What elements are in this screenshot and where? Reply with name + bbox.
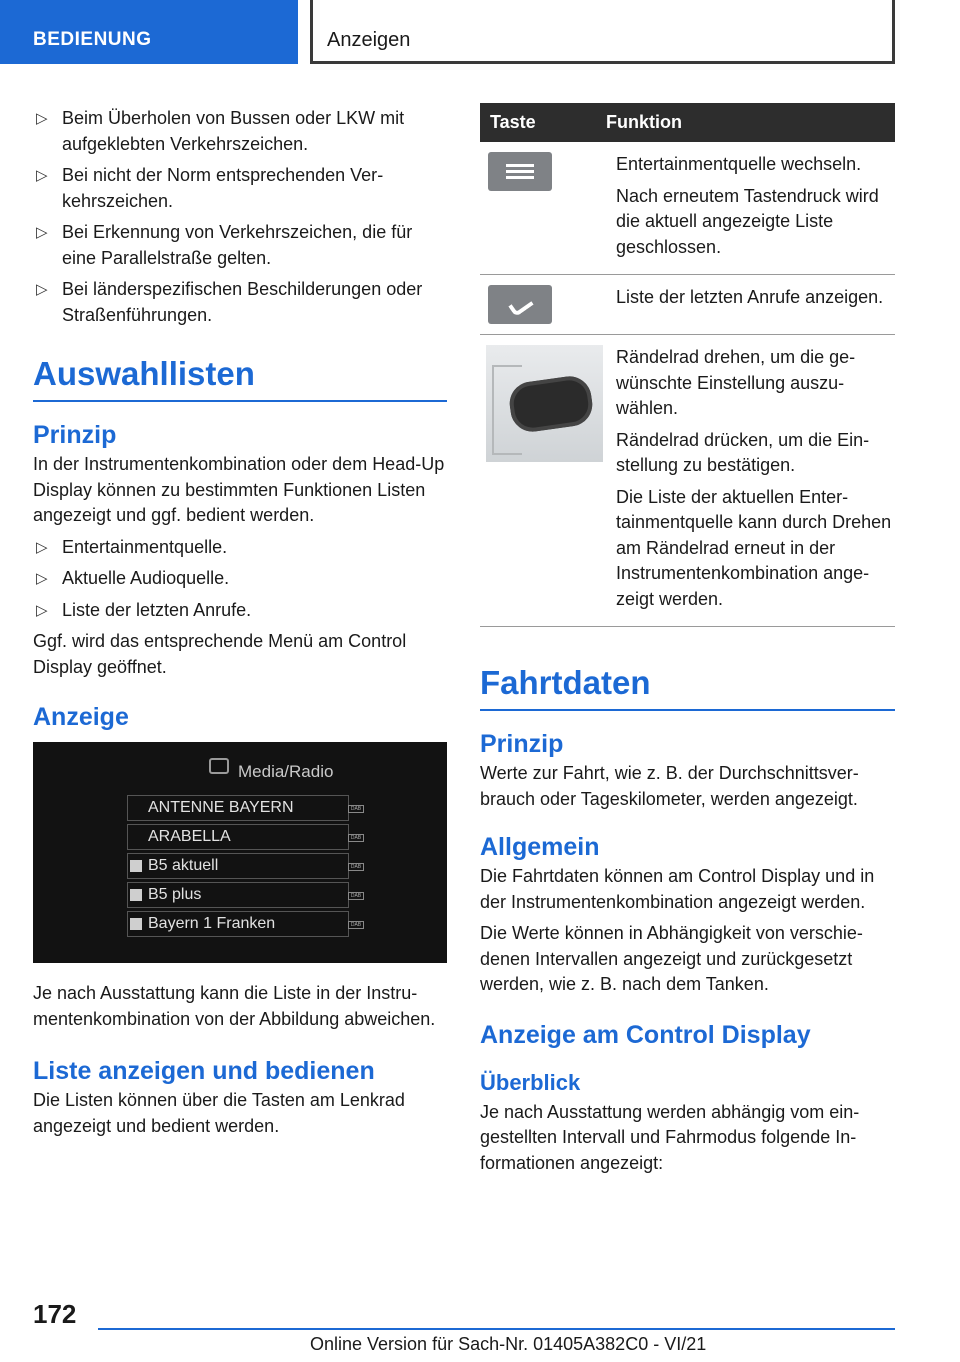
list-item: ▷ Bei länderspezifischen Beschilderungen oder Straßenführungen. <box>36 279 423 325</box>
station-row: Bayern 1 Franken DAB <box>127 911 349 937</box>
station-logo-icon <box>130 918 142 930</box>
triangle-bullet-icon: ▷ <box>36 110 48 127</box>
list-item: ▷ Entertainmentquelle. <box>33 535 447 561</box>
display-screenshot <box>33 742 447 963</box>
right-column <box>480 103 895 1182</box>
station-row: ANTENNE BAYERN DAB <box>127 795 349 821</box>
footer-divider <box>98 1328 895 1330</box>
list-item: ▷ Liste der letzten Anrufe. <box>33 598 447 624</box>
paragraph: Je nach Ausstattung kann die Liste in der Instrumentenkombination von der Abbildung abweichen. <box>33 983 436 1029</box>
dab-badge-icon: DAB <box>348 921 364 929</box>
table-row: Liste der letzten Anrufe anzeigen. <box>480 275 895 335</box>
paragraph: Die Fahrtdaten können am Control Display und in der Instrumentenkombination angezeigt werden. <box>480 866 875 912</box>
list-item: ▷ Aktuelle Audioquelle. <box>33 566 447 592</box>
subheading-anzeige: Anzeige <box>33 703 129 731</box>
section-heading: Auswahllisten <box>33 354 447 402</box>
screen-title: Media/Radio <box>238 762 334 781</box>
table-row: Rändelrad drehen, um die gewünschte Einstellung auszuwählen. Rändelrad drücken, um die Einstellung zu bestätigen. Die Liste der aktuellen Entertainmentquelle kann durch Drehen am Rändelrad erneut in der Instrumentenkombination angezeigt werden. <box>480 335 895 627</box>
media-icon <box>209 758 229 774</box>
section-tab <box>0 0 298 64</box>
station-row: B5 plus DAB <box>127 882 349 908</box>
chapter-tab <box>310 0 895 64</box>
subheading-allgemein: Allgemein <box>480 833 600 861</box>
subheading-prinzip: Prinzip <box>33 421 117 449</box>
paragraph: Je nach Ausstattung werden abhängig vom eingestellten Intervall und Fahrmodus folgende Informationen angezeigt: <box>480 1101 860 1173</box>
station-row: ARABELLA DAB <box>127 824 349 850</box>
list-menu-key-icon <box>488 152 552 191</box>
list-item: ▷ Bei nicht der Norm entsprechenden Verkehrszeichen. <box>36 165 384 211</box>
subheading-ueberblick: Überblick <box>480 1069 581 1095</box>
triangle-bullet-icon: ▷ <box>36 601 48 619</box>
dab-badge-icon: DAB <box>348 805 364 813</box>
paragraph: Ggf. wird das entsprechende Menü am Control Display geöffnet. <box>33 631 407 677</box>
paragraph: In der Instrumentenkombination oder dem Head-Up Display können zu bestimmten Funktionen Listen angezeigt und ggf. bedient werden. <box>33 454 445 525</box>
triangle-bullet-icon: ▷ <box>36 224 48 241</box>
table-header: Taste <box>480 103 606 142</box>
list-item: ▷ Bei Erkennung von Verkehrszeichen, die für eine Parallelstraße gelten. <box>36 222 413 268</box>
section-heading: Fahrtdaten <box>480 663 895 711</box>
list-item: ▷ Beim Überholen von Bussen oder LKW mit aufgeklebten Verkehrszeichen. <box>36 108 405 154</box>
dab-badge-icon: DAB <box>348 892 364 900</box>
key-function-table <box>480 103 895 627</box>
footer-text: Online Version für Sach-Nr. 01405A382C0 - VI/21 <box>310 1334 707 1354</box>
chapter-title: Anzeigen <box>327 29 411 51</box>
thumbwheel-icon <box>486 345 603 462</box>
triangle-bullet-icon: ▷ <box>36 167 48 184</box>
paragraph: Die Listen können über die Tasten am Lenkrad angezeigt und bedient werden. <box>33 1090 405 1136</box>
station-logo-icon <box>130 889 142 901</box>
station-logo-icon <box>130 860 142 872</box>
table-row: Entertainmentquelle wechseln. Nach erneutem Tastendruck wird die aktuell angezeigte Liste geschlossen. <box>480 142 895 275</box>
triangle-bullet-icon: ▷ <box>36 281 48 298</box>
subheading-control-display: Anzeige am Control Display <box>480 1020 811 1049</box>
subheading-prinzip: Prinzip <box>480 730 564 758</box>
dab-badge-icon: DAB <box>348 863 364 871</box>
left-column <box>33 106 447 1145</box>
dab-badge-icon: DAB <box>348 834 364 842</box>
triangle-bullet-icon: ▷ <box>36 538 48 556</box>
subheading-liste: Liste anzeigen und bedienen <box>33 1057 375 1085</box>
paragraph: Die Werte können in Abhängigkeit von verschiedenen Intervallen angezeigt und zurückgesetzt werden, wie z. B. nach dem Tanken. <box>480 923 863 994</box>
station-row: B5 aktuell DAB <box>127 853 349 879</box>
page-number: 172 <box>33 1299 77 1329</box>
triangle-bullet-icon: ▷ <box>36 570 48 587</box>
table-header: Funktion <box>606 103 895 142</box>
paragraph: Werte zur Fahrt, wie z. B. der Durchschnittsverbrauch oder Tageskilometer, werden angezeigt. <box>480 763 859 809</box>
phone-key-icon <box>488 285 552 324</box>
section-title: BEDIENUNG <box>33 29 152 50</box>
